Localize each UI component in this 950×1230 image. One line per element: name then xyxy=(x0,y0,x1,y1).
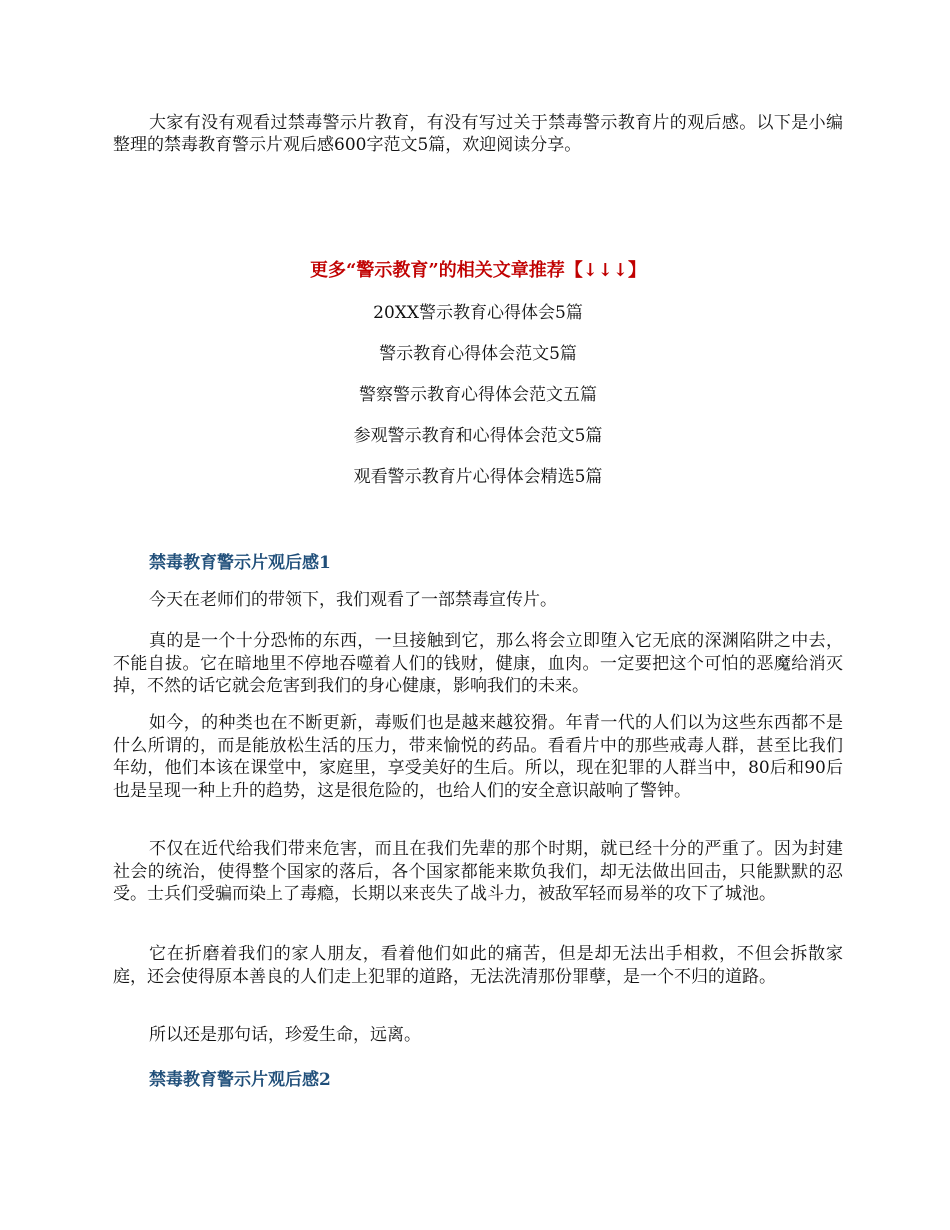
article-1-paragraph-6: 所以还是那句话，珍爱生命，远离。 xyxy=(149,1025,421,1045)
recommend-link-3[interactable]: 警察警示教育心得体会范文五篇 xyxy=(359,385,597,405)
recommend-link-4[interactable]: 参观警示教育和心得体会范文5篇 xyxy=(353,426,603,446)
intro-paragraph: 大家有没有观看过禁毒警示片教育，有没有写过关于禁毒警示教育片的观后感。以下是小编整理的禁毒教育警示片观后感600字范文5篇，欢迎阅读分享。 xyxy=(113,113,843,155)
recommend-link-2[interactable]: 警示教育心得体会范文5篇 xyxy=(379,344,577,364)
recommend-title: 更多“警示教育”的相关文章推荐【↓↓↓】 xyxy=(310,260,646,281)
article-1-heading: 禁毒教育警示片观后感1 xyxy=(149,553,331,573)
recommend-link-1[interactable]: 20XX警示教育心得体会5篇 xyxy=(373,303,583,323)
list-item xyxy=(113,341,843,382)
recommend-list xyxy=(113,300,843,505)
article-1-paragraph-2: 真的是一个十分恐怖的东西，一旦接触到它，那么将会立即堕入它无底的深渊陷阱之中去，不能自拔。它在暗地里不停地吞噬着人们的钱财，健康，血肉。一定要把这个可怕的恶魔给消灭掉，不然的话它就会危害到我们的身心健康，影响我们的未来。 xyxy=(113,631,843,696)
article-1-paragraph-1: 今天在老师们的带领下，我们观看了一部禁毒宣传片。 xyxy=(149,590,557,610)
article-2-heading: 禁毒教育警示片观后感2 xyxy=(149,1070,331,1090)
article-1-paragraph-4: 不仅在近代给我们带来危害，而且在我们先辈的那个时期，就已经十分的严重了。因为封建社会的统治，使得整个国家的落后，各个国家都能来欺负我们，却无法做出回击，只能默默的忍受。士兵们受骗而染上了毒瘾，长期以来丧失了战斗力，被敌军轻而易举的攻下了城池。 xyxy=(113,839,843,904)
article-1-paragraph-5: 它在折磨着我们的家人朋友，看着他们如此的痛苦，但是却无法出手相救，不但会拆散家庭，还会使得原本善良的人们走上犯罪的道路，无法洗清那份罪孽，是一个不归的道路。 xyxy=(113,944,843,987)
list-item xyxy=(113,423,843,464)
article-1-paragraph-3: 如今，的种类也在不断更新，毒贩们也是越来越狡猾。年青一代的人们以为这些东西都不是什么所谓的，而是能放松生活的压力，带来愉悦的药品。看看片中的那些戒毒人群，甚至比我们年幼，他们本该在课堂中，家庭里，享受美好的生后。所以，现在犯罪的人群当中，80后和90后也是呈现一种上升的趋势，这是很危险的，也给人们的安全意识敲响了警钟。 xyxy=(113,713,843,801)
recommend-link-5[interactable]: 观看警示教育片心得体会精选5篇 xyxy=(353,467,603,487)
list-item xyxy=(113,300,843,341)
list-item xyxy=(113,464,843,505)
list-item xyxy=(113,382,843,423)
